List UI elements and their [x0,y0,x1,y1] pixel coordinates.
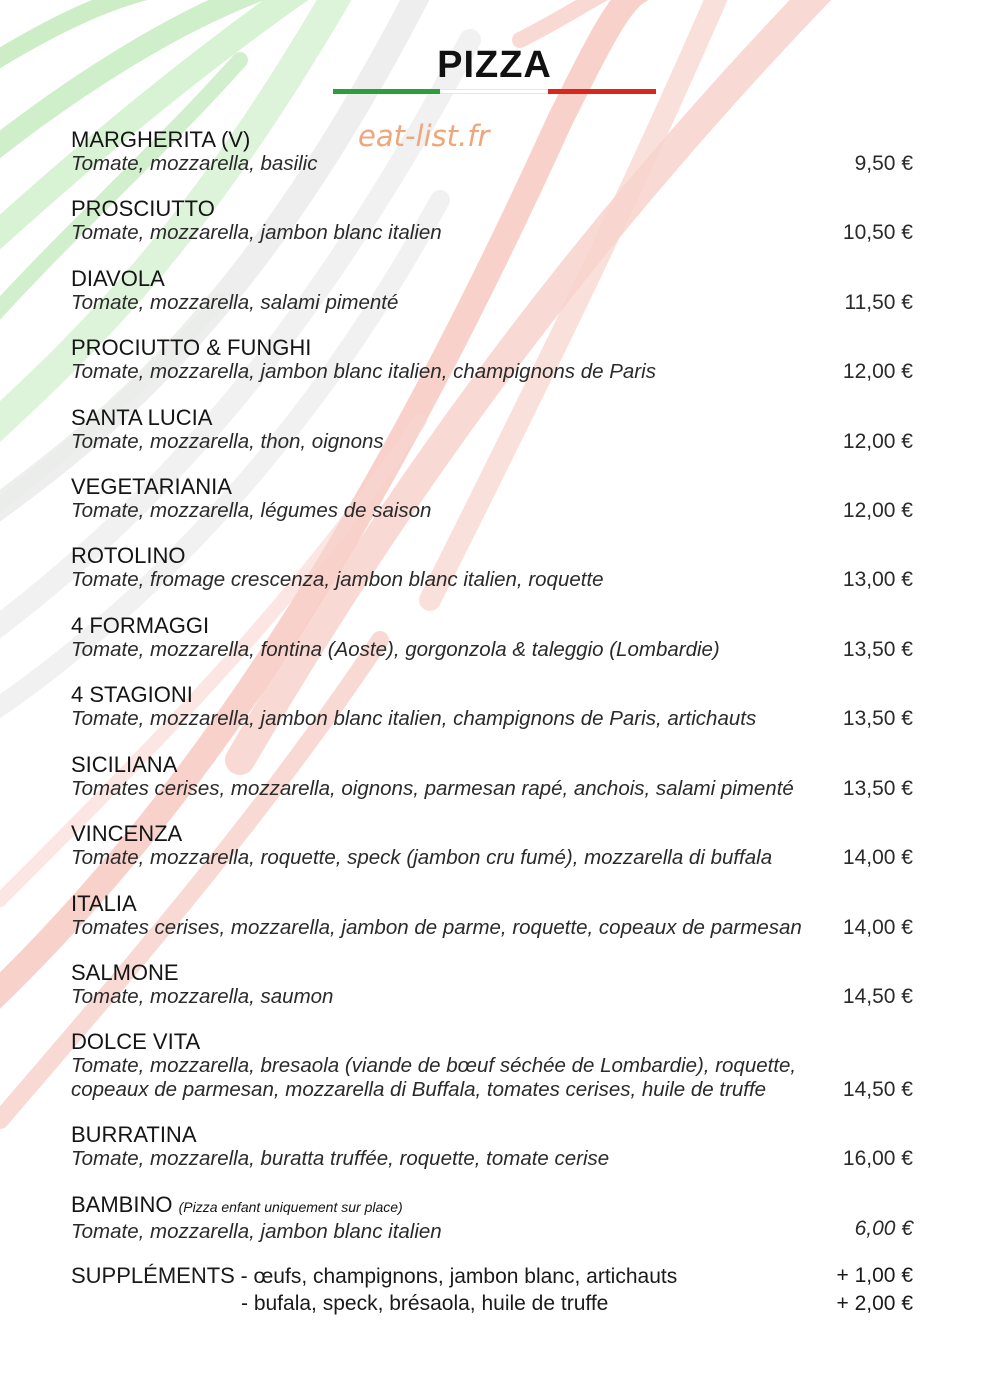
supplements-label: SUPPLÉMENTS [71,1263,235,1288]
menu-item [71,891,913,940]
supplements [71,1262,913,1318]
item-price: 13,50 € [842,707,913,730]
item-price: 12,00 € [842,499,913,522]
menu-item [71,821,913,870]
item-description: Tomate, mozzarella, buratta truffée, roquette, tomate cerise [71,1147,610,1170]
item-description: Tomate, mozzarella, basilic [71,152,318,175]
item-description: Tomate, mozzarella, jambon blanc italien, champignons de Paris [71,360,656,383]
menu-item [71,1122,913,1171]
item-description: Tomate, mozzarella, bresaola (viande de bœuf séchée de Lombardie), roquette, [71,1054,797,1077]
menu-item [71,127,913,176]
flag-red-stripe [548,89,656,94]
item-price: 13,50 € [842,777,913,800]
menu-item [71,1029,913,1102]
flag-green-stripe [333,89,440,94]
item-price: 14,00 € [842,846,913,869]
supplements-line-1: - œufs, champignons, jambon blanc, artichauts [234,1265,678,1288]
watermark: eat-list.fr [358,119,490,153]
menu-item [71,405,913,454]
item-description-line2: copeaux de parmesan, mozzarella di Buffala, tomates cerises, huile de truffe [71,1078,767,1101]
item-description: Tomates cerises, mozzarella, jambon de parme, roquette, copeaux de parmesan [71,916,802,939]
menu-item [71,960,913,1009]
item-name: BAMBINO [71,1192,173,1217]
menu-item [71,543,913,592]
item-name-row [71,1192,913,1220]
item-price: 12,00 € [842,430,913,453]
item-description: Tomate, mozzarella, jambon blanc italien [71,1220,442,1243]
item-description: Tomate, mozzarella, fontina (Aoste), gorgonzola & taleggio (Lombardie) [71,638,720,661]
item-description: Tomate, mozzarella, jambon blanc italien [71,221,442,244]
item-description: Tomate, mozzarella, jambon blanc italien, champignons de Paris, artichauts [71,707,757,730]
supplements-price-1: + 1,00 € [836,1264,913,1287]
item-description: Tomates cerises, mozzarella, oignons, parmesan rapé, anchois, salami pimenté [71,777,794,800]
item-name: ROTOLINO [71,543,186,568]
menu-item [71,335,913,384]
menu-item [71,752,913,801]
menu-item [71,1192,913,1244]
item-name: DOLCE VITA [71,1029,201,1054]
item-name: ITALIA [71,891,137,916]
item-price: 11,50 € [844,291,913,314]
item-price: 14,50 € [842,985,913,1008]
item-note: (Pizza enfant uniquement sur place) [178,1199,403,1215]
item-price: 9,50 € [854,152,913,175]
item-description: Tomate, fromage crescenza, jambon blanc italien, roquette [71,568,604,591]
item-name: BURRATINA [71,1122,197,1147]
item-name: 4 FORMAGGI [71,613,210,638]
item-description: Tomate, mozzarella, saumon [71,985,334,1008]
item-price: 10,50 € [842,221,913,244]
item-name: SANTA LUCIA [71,405,213,430]
item-price: 14,00 € [842,916,913,939]
supplements-line-2: - bufala, speck, brésaola, huile de truffe [241,1292,609,1315]
item-price: 12,00 € [842,360,913,383]
item-price: 6,00 € [854,1217,913,1240]
menu-item [71,682,913,731]
flag-white-stripe [440,89,548,94]
item-name: VEGETARIANIA [71,474,232,499]
item-price: 13,50 € [842,638,913,661]
menu-item [71,266,913,315]
item-name: SALMONE [71,960,179,985]
page-title: PIZZA [437,44,552,86]
supplements-row-1 [71,1262,913,1290]
item-name: SICILIANA [71,752,178,777]
supplements-price-2: + 2,00 € [836,1292,913,1315]
item-name: MARGHERITA (V) [71,127,251,152]
menu-item [71,474,913,523]
item-description: Tomate, mozzarella, roquette, speck (jambon cru fumé), mozzarella di buffala [71,846,773,869]
item-price: 16,00 € [842,1147,913,1170]
item-description: Tomate, mozzarella, salami pimenté [71,291,399,314]
menu-item [71,613,913,662]
supplements-row-2 [71,1290,913,1318]
item-description: Tomate, mozzarella, thon, oignons [71,430,384,453]
menu-item [71,196,913,245]
item-price: 14,50 € [842,1078,913,1101]
item-name: DIAVOLA [71,266,165,291]
item-price: 13,00 € [842,568,913,591]
item-name: PROSCIUTTO [71,196,215,221]
item-name: VINCENZA [71,821,183,846]
item-description: Tomate, mozzarella, légumes de saison [71,499,432,522]
item-name: 4 STAGIONI [71,682,193,707]
item-name: PROCIUTTO & FUNGHI [71,335,312,360]
